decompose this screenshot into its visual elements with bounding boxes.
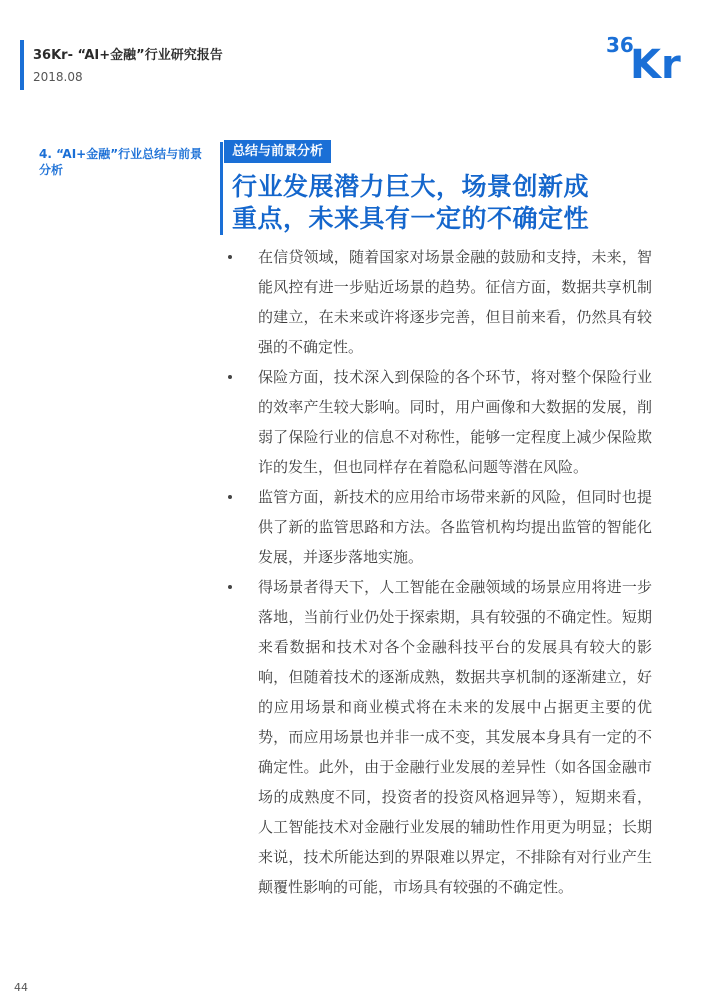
bullet-dot-icon [228,375,232,379]
bullet-dot-icon [228,495,232,499]
headline-line: 行业发展潜力巨大，场景创新成 [232,172,590,201]
section-label: 4. “AI+金融”行业总结与前景分析 [39,147,203,177]
bullet-text: 在信贷领域，随着国家对场景金融的鼓励和支持，未来，智能风控有进一步贴近场景的趋势。征信方面，数据共享机制的建立，在未来或许将逐步完善，但目前来看，仍然具有较强的不确定性。 [258,248,652,356]
page-number: 44 [14,981,28,994]
header-accent-bar [20,40,24,90]
bullet-dot-icon [228,255,232,259]
36kr-logo [604,28,690,82]
bullet-text: 监管方面，新技术的应用给市场带来新的风险，但同时也提供了新的监管思路和方法。各监管机构均提出监管的智能化发展，并逐步落地实施。 [258,488,652,566]
bullet-credit [228,242,652,362]
bullet-list [228,242,652,902]
bullet-dot-icon [228,585,232,589]
bullet-scenarios [228,572,652,902]
svg-text:36: 36 [606,33,634,57]
section-tag: 总结与前景分析 [224,140,331,163]
headline [232,171,702,235]
svg-text:Kr: Kr [630,42,681,82]
report-title: 36Kr- “AI+金融”行业研究报告 [33,48,223,63]
bullet-text: 保险方面，技术深入到保险的各个环节，将对整个保险行业的效率产生较大影响。同时，用户画像和大数据的发展，削弱了保险行业的信息不对称性，能够一定程度上减少保险欺诈的发生，但也同样存在着隐私问题等潜在风险。 [258,368,652,476]
bullet-insurance [228,362,652,482]
headline-line: 重点，未来具有一定的不确定性 [232,204,590,233]
report-date: 2018.08 [33,70,83,84]
content-accent-rule [220,142,223,235]
bullet-regulation [228,482,652,572]
bullet-text: 得场景者得天下，人工智能在金融领域的场景应用将进一步落地，当前行业仍处于探索期，具有较强的不确定性。短期来看数据和技术对各个金融科技平台的发展具有较大的影响，但随着技术的逐渐成熟，数据共享机制的逐渐建立，好的应用场景和商业模式将在未来的发展中占据更主要的优势，而应用场景也并非一成不变，其发展本身具有一定的不确定性。此外，由于金融行业发展的差异性（如各国金融市场的成熟度不同，投资者的投资风格迥异等），短期来看，人工智能技术对金融行业发展的辅助性作用更为明显；长期来说，技术所能达到的界限难以界定，不排除有对行业产生颠覆性影响的可能，市场具有较强的不确定性。 [258,578,652,896]
